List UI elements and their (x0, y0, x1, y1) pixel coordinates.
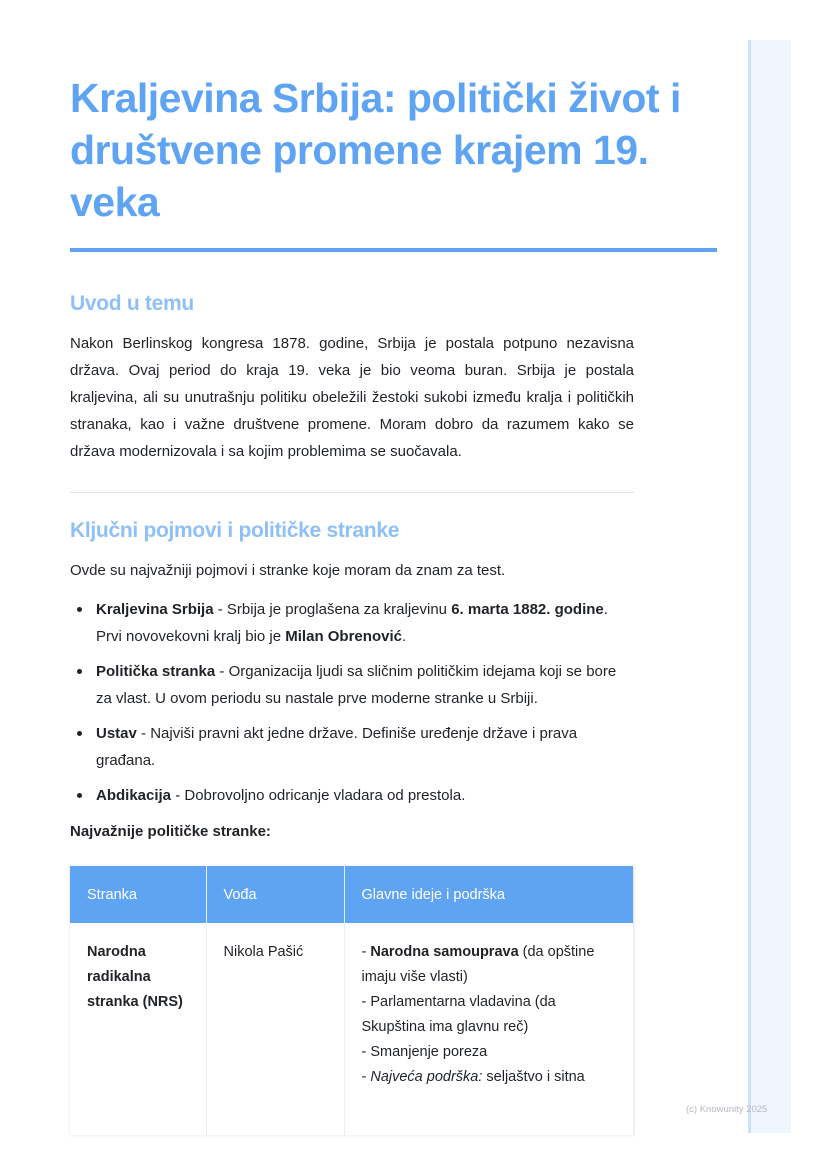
document (70, 72, 717, 1135)
header-ideas: Glavne ideje i podrška (344, 866, 634, 923)
copyright: (c) Knowunity 2025 (686, 1104, 768, 1115)
list-item: Ustav - Najviši pravni akt jedne države. Definiše uređenje države i prava građana. (70, 720, 634, 774)
list-item: Abdikacija - Dobrovoljno odricanje vladara od prestola. (70, 782, 634, 809)
header-leader: Vođa (206, 866, 344, 923)
list-item: Kraljevina Srbija - Srbija je proglašena za kraljevinu 6. marta 1882. godine. Prvi novovekovni kralj bio je Milan Obrenović. (70, 596, 634, 650)
page-title: Kraljevina Srbija: politički život i društvene promene krajem 19. veka (70, 75, 681, 225)
cell-leader: Nikola Pašić (206, 923, 344, 1135)
terms-intro: Ovde su najvažniji pojmovi i stranke koje moram da znam za test. (70, 562, 506, 579)
intro-paragraph: Nakon Berlinskog kongresa 1878. godine, Srbija je postala potpuno nezavisna država. Ovaj period do kraja 19. veka je bio veoma buran. Srbija je postala kraljevina, ali su unutrašnju politiku obeležili žestoki sukobi između kralja i političkih stranaka, kao i važne društvene promene. Moram dobro da razumem kako se država modernizovala i sa kojim problemima se suočavala. (70, 335, 634, 460)
header-party: Stranka (70, 866, 206, 923)
section-heading-intro: Uvod u temu (70, 292, 194, 315)
section-heading-terms: Ključni pojmovi i političke stranke (70, 519, 400, 542)
side-panel (748, 40, 791, 1133)
cell-party: Narodna radikalna stranka (NRS) (70, 923, 206, 1135)
divider (70, 492, 634, 493)
table-row (70, 923, 634, 1135)
list-item: Politička stranka - Organizacija ljudi sa sličnim političkim idejama koji se bore za vlast. U ovom periodu su nastale prve moderne stranke u Srbiji. (70, 658, 634, 712)
title-rule (70, 248, 717, 252)
cell-ideas: - Narodna samouprava (da opštine imaju više vlasti) - Parlamentarna vladavina (da Skupština ima glavnu reč) - Smanjenje poreza - Najveća podrška: seljaštvo i sitna (344, 923, 634, 1135)
parties-table (70, 866, 634, 1135)
parties-heading: Najvažnije političke stranke: (70, 823, 271, 840)
terms-list (70, 596, 634, 809)
